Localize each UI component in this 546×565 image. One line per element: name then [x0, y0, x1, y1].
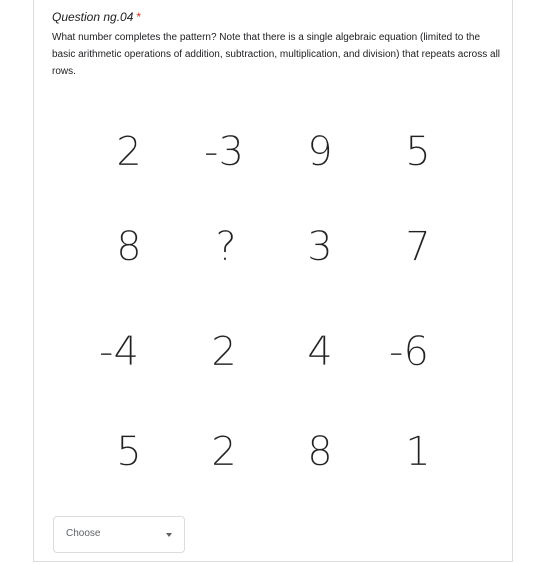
caret-down-icon [166, 533, 172, 537]
grid-cell: 5 [405, 129, 431, 175]
answer-dropdown-label: Choose [66, 528, 101, 539]
grid-cell: 8 [307, 429, 333, 475]
grid-cell: 4 [307, 329, 333, 375]
answer-dropdown[interactable] [53, 516, 185, 553]
question-description: What number completes the pattern? Note that there is a single algebraic equation (limited to the basic arithmetic operations of addition, subtraction, multiplication, and division) that repeats across all rows. [52, 32, 501, 77]
grid-cell: 2 [211, 329, 237, 375]
grid-cell: ? [215, 224, 237, 270]
grid-cell: -6 [389, 329, 429, 375]
required-marker: * [136, 10, 142, 24]
grid-cell: 9 [307, 129, 333, 175]
grid-cell: -3 [204, 129, 244, 175]
grid-cell: 8 [116, 224, 142, 270]
question-card [33, 0, 513, 562]
grid-cell: -4 [99, 329, 139, 375]
number-grid-image [34, 0, 514, 500]
grid-cell: 2 [116, 129, 142, 175]
grid-cell: 2 [211, 429, 237, 475]
grid-cell: 3 [307, 224, 333, 270]
grid-cell: 1 [405, 429, 431, 475]
grid-cell: 5 [116, 429, 142, 475]
question-title-text: Question ng.04 [52, 10, 134, 24]
grid-cell: 7 [405, 224, 431, 270]
